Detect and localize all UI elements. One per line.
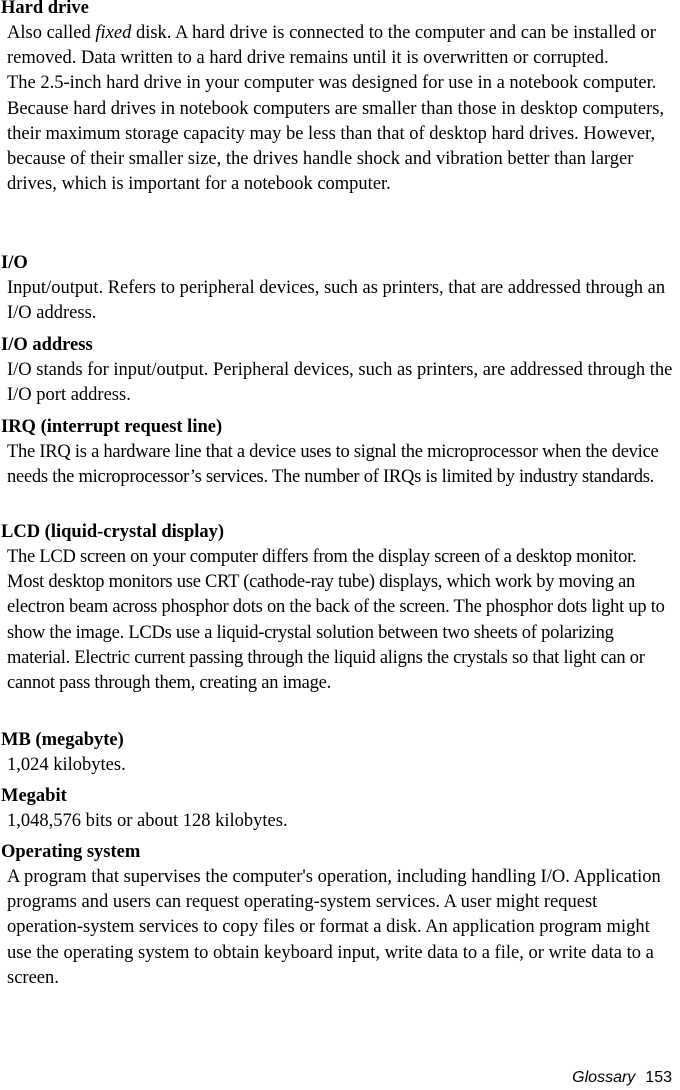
definition-io: Input/output. Refers to peripheral devices, such as printers, that are addressed through an I/O address. [7,278,666,324]
entry-megabit [0,784,675,834]
definition-io-address: I/O stands for input/output. Peripheral devices, such as printers, are addressed through the I/O port address. [7,360,673,406]
term-io: I/O [1,253,28,273]
definition-text: Also called [7,23,96,43]
term-megabit: Megabit [1,786,67,806]
entry-mb [0,728,675,778]
term-operating-system: Operating system [1,842,141,862]
footer-section-title: Glossary [572,1069,636,1086]
definition-hard-drive-2: The 2.5-inch hard drive in your computer was designed for use in a notebook computer. Because hard drives in notebook computers are smaller than those in desktop computers, their maximum storage capacity may be less than that of desktop hard drives. However, because of their smaller size, the drives handle shock and vibration better than larger drives, which is important for a notebook computer. [7,73,665,195]
term-hard-drive: Hard drive [1,0,89,18]
definition-mb: 1,024 kilobytes. [7,755,126,775]
definition-text: disk. A hard drive is connected to the computer and can be installed or removed. Data written to a hard drive remains until it is overwritten or corrupted. [7,23,656,69]
entry-operating-system [0,840,675,991]
definition-irq: The IRQ is a hardware line that a device uses to signal the microprocessor when the device needs the microprocessor’s services. The number of IRQs is limited by industry standards. [7,442,659,488]
definition-hard-drive-1 [0,21,675,71]
term-mb: MB (megabyte) [1,730,124,750]
entry-lcd [0,520,675,696]
entry-io [0,251,675,326]
definition-lcd: The LCD screen on your computer differs from the display screen of a desktop monitor. Most desktop monitors use CRT (cathode-ray tube) displays, which work by moving an electron beam across phosphor dots on the back of the screen. The phosphor dots light up to show the image. LCDs use a liquid-crystal solution between two sheets of polarizing material. Electric current passing through the liquid aligns the crystals so that light can or cannot pass through them, creating an image. [7,547,665,694]
entry-io-address [0,333,675,408]
page-footer [572,1068,672,1088]
term-irq: IRQ (interrupt request line) [1,417,223,437]
page-number: 153 [645,1069,672,1086]
entry-hard-drive [0,0,675,197]
emphasis-fixed: fixed [95,23,132,43]
term-io-address: I/O address [1,335,93,355]
definition-megabit: 1,048,576 bits or about 128 kilobytes. [7,811,288,831]
entry-irq [0,415,675,490]
definition-operating-system: A program that supervises the computer's operation, including handling I/O. Application programs and users can request operating-system services. A user might request operation-system services to copy files or format a disk. An application program might use the operating system to obtain keyboard input, write data to a file, or write data to a screen. [7,867,661,988]
term-lcd: LCD (liquid-crystal display) [1,522,225,542]
